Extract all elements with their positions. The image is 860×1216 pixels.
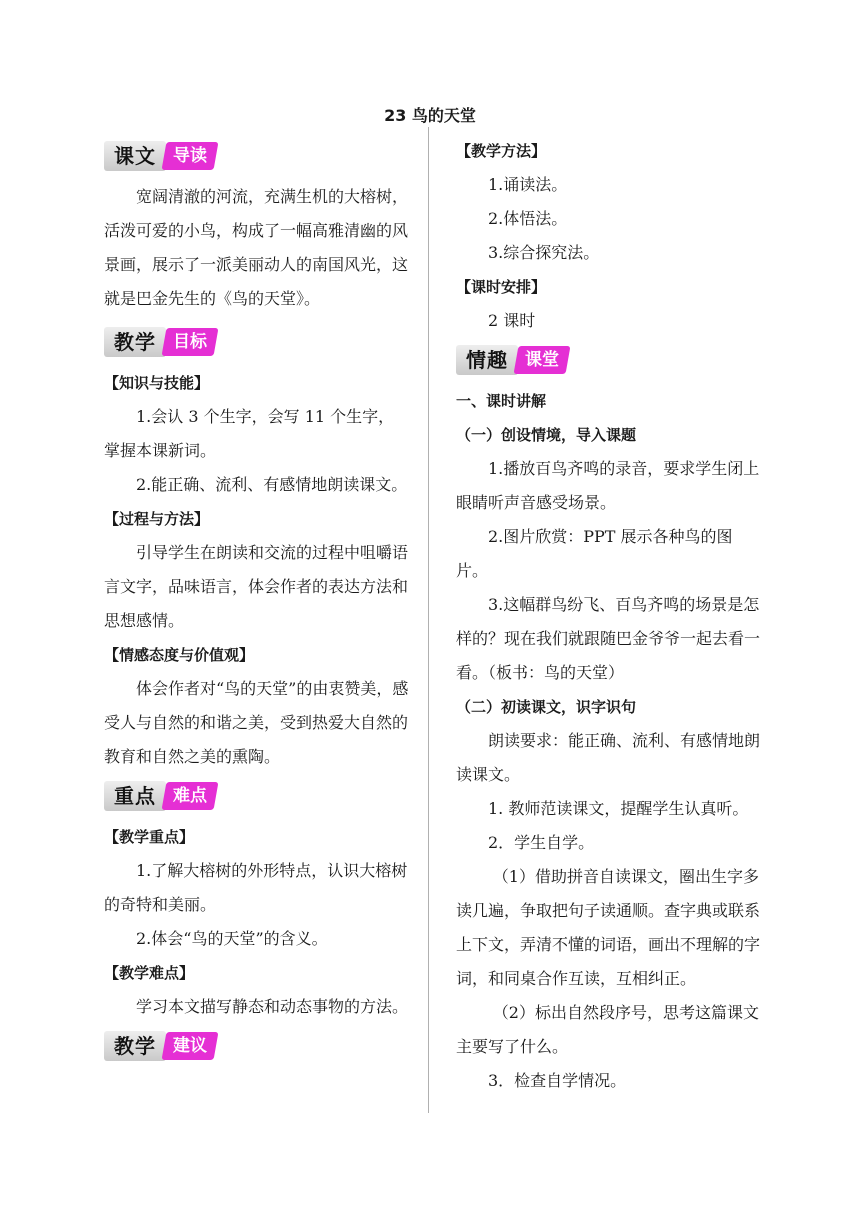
heading-jiangjie: 一、课时讲解 [456, 392, 547, 410]
column-divider [428, 127, 429, 1113]
right-column [456, 134, 762, 1098]
fangfa-item: 2.体悟法。 [488, 209, 568, 228]
chuangshe-item: 2.图片欣赏：PPT 展示各种鸟的图片。 [456, 527, 733, 580]
heading-chudu: （二）初读课文，识字识句 [456, 698, 637, 716]
chuangshe-item: 3.这幅群鸟纷飞、百鸟齐鸣的场景是怎样的？现在我们就跟随巴金爷爷一起去看一看。（板书：鸟的天堂） [456, 595, 761, 682]
guocheng-text: 引导学生在朗读和交流的过程中咀嚼语言文字，品味语言，体会作者的表达方法和思想感情。 [104, 543, 409, 630]
badge-tag: 建议 [162, 1032, 219, 1060]
daodu-text: 宽阔清澈的河流，充满生机的大榕树，活泼可爱的小鸟，构成了一幅高雅清幽的风景画，展示了一派美丽动人的南国风光，这就是巴金先生的《鸟的天堂》。 [104, 187, 409, 308]
chudu-item: 3．检查自学情况。 [488, 1071, 627, 1090]
badge-tag: 导读 [162, 142, 219, 170]
badge-label: 教学 [104, 327, 166, 357]
zhongdian-item: 2.体会“鸟的天堂”的含义。 [136, 929, 328, 948]
badge-tag: 难点 [162, 782, 219, 810]
fangfa-item: 1.诵读法。 [488, 175, 568, 194]
chuangshe-item: 1.播放百鸟齐鸣的录音，要求学生闭上眼睛听声音感受场景。 [456, 459, 760, 512]
chudu-subitem: （1）借助拼音自读课文，圈出生字多读几遍，争取把句子读通顺。查字典或联系上下文，弄清不懂的词语，画出不理解的字词，和同桌合作互读，互相纠正。 [456, 867, 761, 988]
badge-label: 情趣 [456, 345, 518, 375]
chudu-subitem: （2）标出自然段序号，思考这篇课文主要写了什么。 [456, 1003, 759, 1056]
zhongdian-item: 1.了解大榕树的外形特点，认识大榕树的奇特和美丽。 [104, 861, 408, 914]
fangfa-item: 3.综合探究法。 [488, 243, 600, 262]
section-badge-daodu [104, 136, 410, 176]
badge-label: 教学 [104, 1031, 166, 1061]
page-title: 23 鸟的天堂 [384, 106, 476, 125]
heading-chuangshe: （一）创设情境，导入课题 [456, 426, 637, 444]
zhishi-item: 2.能正确、流利、有感情地朗读课文。 [136, 475, 408, 494]
heading-qinggan: 【情感态度与价值观】 [104, 646, 255, 664]
badge-label: 课文 [104, 141, 166, 171]
chudu-requirement: 朗读要求：能正确、流利、有感情地朗读课文。 [456, 731, 761, 784]
heading-keshi: 【课时安排】 [456, 278, 547, 296]
keshi-text: 2 课时 [488, 311, 536, 330]
section-badge-qingqu [456, 340, 762, 380]
badge-tag: 目标 [162, 328, 219, 356]
section-badge-jianyi [104, 1026, 410, 1066]
heading-zhishi: 【知识与技能】 [104, 374, 210, 392]
qinggan-text: 体会作者对“鸟的天堂”的由衷赞美，感受人与自然的和谐之美，受到热爱大自然的教育和自然之美的熏陶。 [104, 679, 409, 766]
left-column [104, 134, 410, 1070]
heading-zhongdian: 【教学重点】 [104, 828, 195, 846]
heading-guocheng: 【过程与方法】 [104, 510, 210, 528]
nandian-text: 学习本文描写静态和动态事物的方法。 [136, 997, 409, 1016]
section-badge-mubiao [104, 322, 410, 362]
heading-nandian: 【教学难点】 [104, 964, 195, 982]
section-badge-zhongdian [104, 776, 410, 816]
heading-fangfa: 【教学方法】 [456, 142, 547, 160]
chudu-item: 1. 教师范读课文，提醒学生认真听。 [488, 799, 749, 818]
badge-label: 重点 [104, 781, 166, 811]
zhishi-item: 1.会认 3 个生字，会写 11 个生字，掌握本课新词。 [104, 407, 395, 460]
chudu-item: 2．学生自学。 [488, 833, 595, 852]
badge-tag: 课堂 [514, 346, 571, 374]
